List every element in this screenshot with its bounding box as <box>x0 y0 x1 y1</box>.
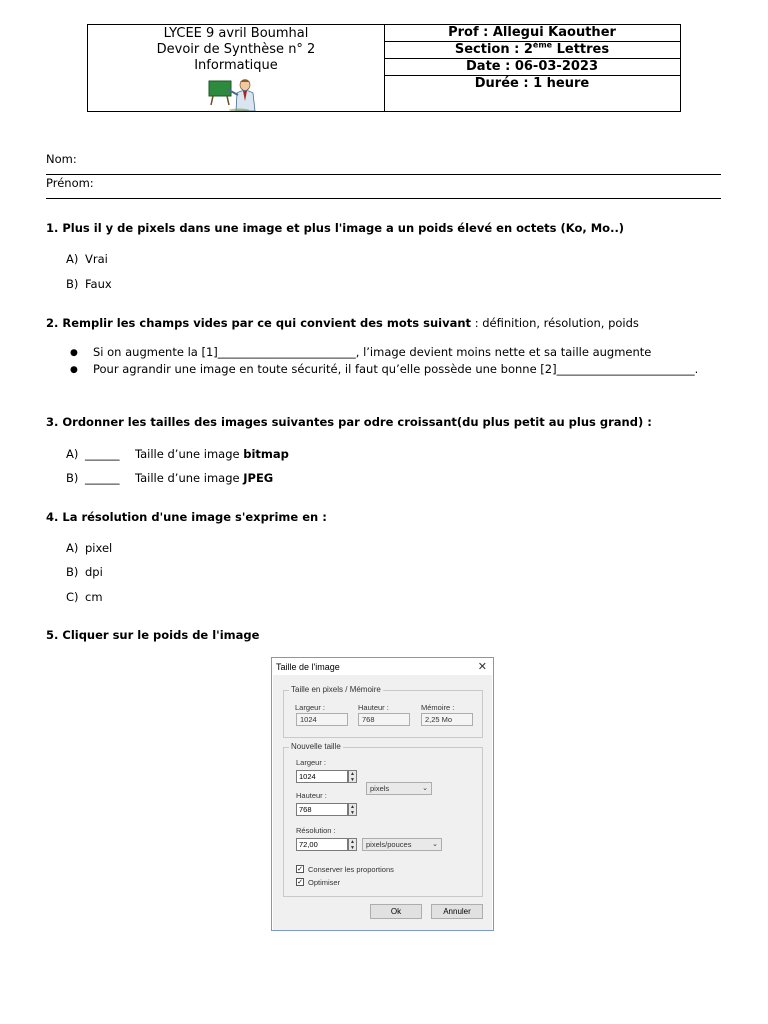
ok-button[interactable]: Ok <box>370 904 422 919</box>
hauteur-spinner[interactable]: ▲ ▼ <box>348 803 357 816</box>
largeur-readonly: 1024 <box>296 713 348 726</box>
hauteur-input[interactable]: 768 <box>296 803 348 816</box>
nom-line[interactable]: Nom: <box>46 150 721 175</box>
largeur-input[interactable]: 1024 <box>296 770 348 783</box>
new-size-group: Nouvelle taille Largeur : 1024 ▲ ▼ Hauteur : 768 ▲ ▼ pixels ⌄ Résolution : 72,00 ▲ ▼ pixels/pouces ⌄ ✓ Conserver les proportions ✓ Optimiser <box>283 747 483 897</box>
header-table <box>87 24 681 112</box>
q4-option-b[interactable]: B) dpi <box>66 565 103 579</box>
q4-option-a[interactable]: A) pixel <box>66 541 113 555</box>
resolution-unit-select[interactable]: pixels/pouces ⌄ <box>362 838 442 851</box>
question-2: 2. Remplir les champs vides par ce qui convient des mots suivant : définition, résolution, poids <box>46 316 639 330</box>
section-info: Section : 2ème Lettres <box>384 42 680 59</box>
new-largeur-label: Largeur : <box>296 758 327 767</box>
header-left-cell <box>88 25 385 111</box>
question-4: 4. La résolution d'une image s'exprime en : <box>46 510 327 524</box>
exam-title: Devoir de Synthèse n° 2 <box>156 42 316 57</box>
exam-date: Date : 06-03-2023 <box>384 59 680 76</box>
q1-option-a[interactable]: A) Vrai <box>66 252 108 266</box>
resolution-spinner[interactable]: ▲ ▼ <box>348 838 357 851</box>
q2-bullet-1: ● Si on augmente la [1]________________________, l’image devient moins nette et sa taille augmente <box>70 345 652 359</box>
size-unit-select[interactable]: pixels ⌄ <box>366 782 432 795</box>
question-1: 1. Plus il y de pixels dans une image et plus l'image a un poids élevé en octets (Ko, Mo..) <box>46 221 625 235</box>
optimiser-label: Optimiser <box>308 878 341 887</box>
prenom-line[interactable]: Prénom: <box>46 174 721 199</box>
bullet-icon: ● <box>70 348 78 358</box>
chevron-down-icon: ⌄ <box>422 785 428 792</box>
school-name: LYCEE 9 avril Boumhal <box>163 26 309 41</box>
optimiser-checkbox[interactable]: ✓ <box>297 879 303 886</box>
header-right-cell <box>384 25 680 111</box>
dialog-body <box>273 675 492 930</box>
q2-word-list: : définition, résolution, poids <box>471 316 639 330</box>
q4-option-c[interactable]: C) cm <box>66 590 103 604</box>
subject-name: Informatique <box>194 58 278 73</box>
pixel-memory-group: Taille en pixels / Mémoire Largeur : Hauteur : Mémoire : 1024 768 2,25 Mo <box>283 690 483 738</box>
image-size-dialog <box>271 657 494 931</box>
q3-option-a[interactable]: A) ______ Taille d’une image bitmap <box>66 447 289 461</box>
conserver-label: Conserver les proportions <box>308 865 394 874</box>
memoire-label: Mémoire : <box>421 703 455 712</box>
largeur-spinner[interactable]: ▲ ▼ <box>348 770 357 783</box>
dialog-title: Taille de l'image <box>276 662 340 672</box>
answer-blank[interactable]: ______ <box>85 447 120 461</box>
hauteur-label: Hauteur : <box>358 703 389 712</box>
new-hauteur-label: Hauteur : <box>296 791 327 800</box>
close-icon[interactable]: ✕ <box>477 661 487 673</box>
q2-bullet-2: ● Pour agrandir une image en toute sécurité, il faut qu’elle possède une bonne [2]________________________. <box>70 362 699 376</box>
conserver-checkbox[interactable]: ✓ <box>297 866 303 873</box>
cancel-button[interactable]: Annuler <box>431 904 483 919</box>
bullet-icon: ● <box>70 365 78 375</box>
answer-blank[interactable]: ______ <box>85 471 120 485</box>
question-5: 5. Cliquer sur le poids de l'image <box>46 628 260 642</box>
teacher-name: Prof : Allegui Kaouther <box>384 25 680 42</box>
resolution-input[interactable]: 72,00 <box>296 838 348 851</box>
resolution-label: Résolution : <box>296 826 336 835</box>
q3-option-b[interactable]: B) ______ Taille d’une image JPEG <box>66 471 274 485</box>
largeur-label: Largeur : <box>295 703 326 712</box>
chevron-down-icon: ⌄ <box>432 841 438 848</box>
question-3: 3. Ordonner les tailles des images suivantes par odre croissant(du plus petit au plus grand) : <box>46 415 652 429</box>
exam-duration: Durée : 1 heure <box>474 76 590 91</box>
teacher-clipart-icon <box>207 77 261 111</box>
q1-option-b[interactable]: B) Faux <box>66 277 112 291</box>
memoire-readonly[interactable]: 2,25 Mo <box>421 713 473 726</box>
hauteur-readonly: 768 <box>358 713 410 726</box>
